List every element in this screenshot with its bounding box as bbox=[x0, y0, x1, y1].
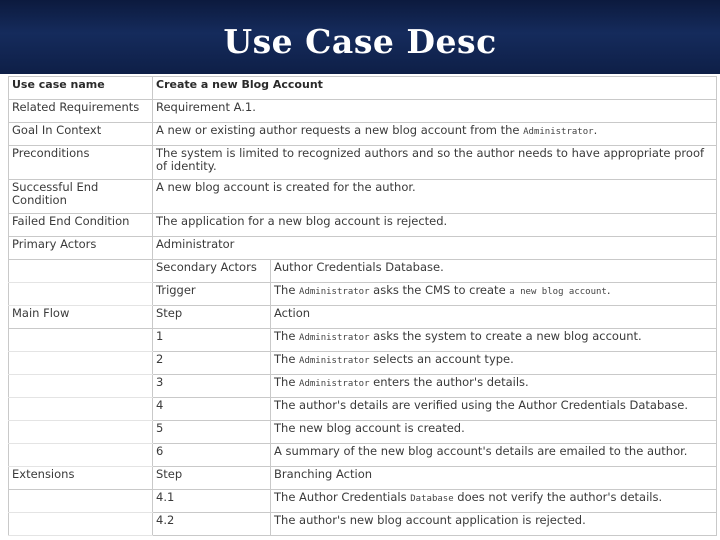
row-goal bbox=[9, 123, 717, 146]
step-text-a: The bbox=[274, 375, 300, 389]
empty-cell bbox=[9, 490, 153, 513]
table-row bbox=[9, 375, 717, 398]
trigger-text-b: asks the CMS to create bbox=[369, 283, 510, 297]
use-case-name-value: Create a new Blog Account bbox=[153, 77, 717, 100]
step-action bbox=[271, 375, 717, 398]
step-number: 5 bbox=[153, 421, 271, 444]
row-main-flow-header bbox=[9, 306, 717, 329]
extension-text-a: The Author Credentials bbox=[274, 490, 411, 504]
slide-title: Use Case Desc bbox=[223, 22, 497, 61]
table-row bbox=[9, 398, 717, 421]
step-action: The author's details are verified using the Author Credentials Database. bbox=[271, 398, 717, 421]
table-row bbox=[9, 352, 717, 375]
extension-step-number: 4.2 bbox=[153, 513, 271, 536]
trigger-label: Trigger bbox=[153, 283, 271, 306]
row-success bbox=[9, 180, 717, 214]
step-number: 1 bbox=[153, 329, 271, 352]
empty-cell bbox=[9, 329, 153, 352]
row-trigger bbox=[9, 283, 717, 306]
trigger-text-a: The bbox=[274, 283, 300, 297]
related-requirements-label: Related Requirements bbox=[9, 100, 153, 123]
success-value: A new blog account is created for the author. bbox=[153, 180, 717, 214]
table-row bbox=[9, 421, 717, 444]
failed-label: Failed End Condition bbox=[9, 214, 153, 237]
trigger-text-c: . bbox=[606, 283, 611, 297]
secondary-actors-label: Secondary Actors bbox=[153, 260, 271, 283]
preconditions-value: The system is limited to recognized authors and so the author needs to have appropriate proof of identity. bbox=[153, 146, 717, 180]
extension-text-b: does not verify the author's details. bbox=[453, 490, 663, 504]
step-number: 3 bbox=[153, 375, 271, 398]
step-text-a: The bbox=[274, 352, 300, 366]
empty-cell bbox=[9, 375, 153, 398]
main-flow-action-header: Action bbox=[271, 306, 717, 329]
empty-cell bbox=[9, 444, 153, 467]
row-primary-actors bbox=[9, 237, 717, 260]
step-text-a: The bbox=[274, 329, 300, 343]
empty-cell bbox=[9, 513, 153, 536]
step-number: 4 bbox=[153, 398, 271, 421]
step-number: 2 bbox=[153, 352, 271, 375]
table-row bbox=[9, 329, 717, 352]
step-action bbox=[271, 352, 717, 375]
slide-header bbox=[0, 0, 720, 74]
use-case-table-container bbox=[8, 76, 716, 536]
trigger-value bbox=[271, 283, 717, 306]
failed-value: The application for a new blog account is rejected. bbox=[153, 214, 717, 237]
table-row bbox=[9, 490, 717, 513]
row-preconditions bbox=[9, 146, 717, 180]
extension-action bbox=[271, 490, 717, 513]
trigger-code-1: Administrator bbox=[299, 287, 370, 297]
goal-value bbox=[153, 123, 717, 146]
use-case-name-label: Use case name bbox=[9, 77, 153, 100]
preconditions-label: Preconditions bbox=[9, 146, 153, 180]
extensions-action-header: Branching Action bbox=[271, 467, 717, 490]
row-use-case-name bbox=[9, 77, 717, 100]
empty-cell bbox=[9, 398, 153, 421]
extension-action: The author's new blog account application is rejected. bbox=[271, 513, 717, 536]
step-text-b: asks the system to create a new blog account. bbox=[369, 329, 642, 343]
main-flow-label: Main Flow bbox=[9, 306, 153, 329]
empty-cell bbox=[9, 421, 153, 444]
empty-cell bbox=[9, 283, 153, 306]
main-flow-step-header: Step bbox=[153, 306, 271, 329]
goal-text-a: A new or existing author requests a new blog account from the bbox=[156, 123, 524, 137]
primary-actors-value: Administrator bbox=[153, 237, 717, 260]
extensions-step-header: Step bbox=[153, 467, 271, 490]
step-code: Administrator bbox=[299, 333, 370, 343]
row-secondary-actors bbox=[9, 260, 717, 283]
related-requirements-value: Requirement A.1. bbox=[153, 100, 717, 123]
empty-cell bbox=[9, 352, 153, 375]
goal-code: Administrator bbox=[523, 127, 594, 137]
row-failed bbox=[9, 214, 717, 237]
primary-actors-label: Primary Actors bbox=[9, 237, 153, 260]
row-extensions-header bbox=[9, 467, 717, 490]
step-action: A summary of the new blog account's details are emailed to the author. bbox=[271, 444, 717, 467]
success-label: Successful End Condition bbox=[9, 180, 153, 214]
secondary-actors-value: Author Credentials Database. bbox=[271, 260, 717, 283]
extension-code: Database bbox=[410, 494, 454, 504]
goal-text-b: . bbox=[593, 123, 598, 137]
step-number: 6 bbox=[153, 444, 271, 467]
trigger-code-2: a new blog account bbox=[509, 287, 607, 297]
step-text-b: enters the author's details. bbox=[369, 375, 529, 389]
table-row bbox=[9, 444, 717, 467]
step-action bbox=[271, 329, 717, 352]
step-action: The new blog account is created. bbox=[271, 421, 717, 444]
empty-cell bbox=[9, 260, 153, 283]
row-related-requirements bbox=[9, 100, 717, 123]
use-case-table bbox=[8, 76, 717, 536]
step-text-b: selects an account type. bbox=[369, 352, 514, 366]
step-code: Administrator bbox=[299, 379, 370, 389]
step-code: Administrator bbox=[299, 356, 370, 366]
goal-label: Goal In Context bbox=[9, 123, 153, 146]
extensions-label: Extensions bbox=[9, 467, 153, 490]
extension-step-number: 4.1 bbox=[153, 490, 271, 513]
table-row bbox=[9, 513, 717, 536]
